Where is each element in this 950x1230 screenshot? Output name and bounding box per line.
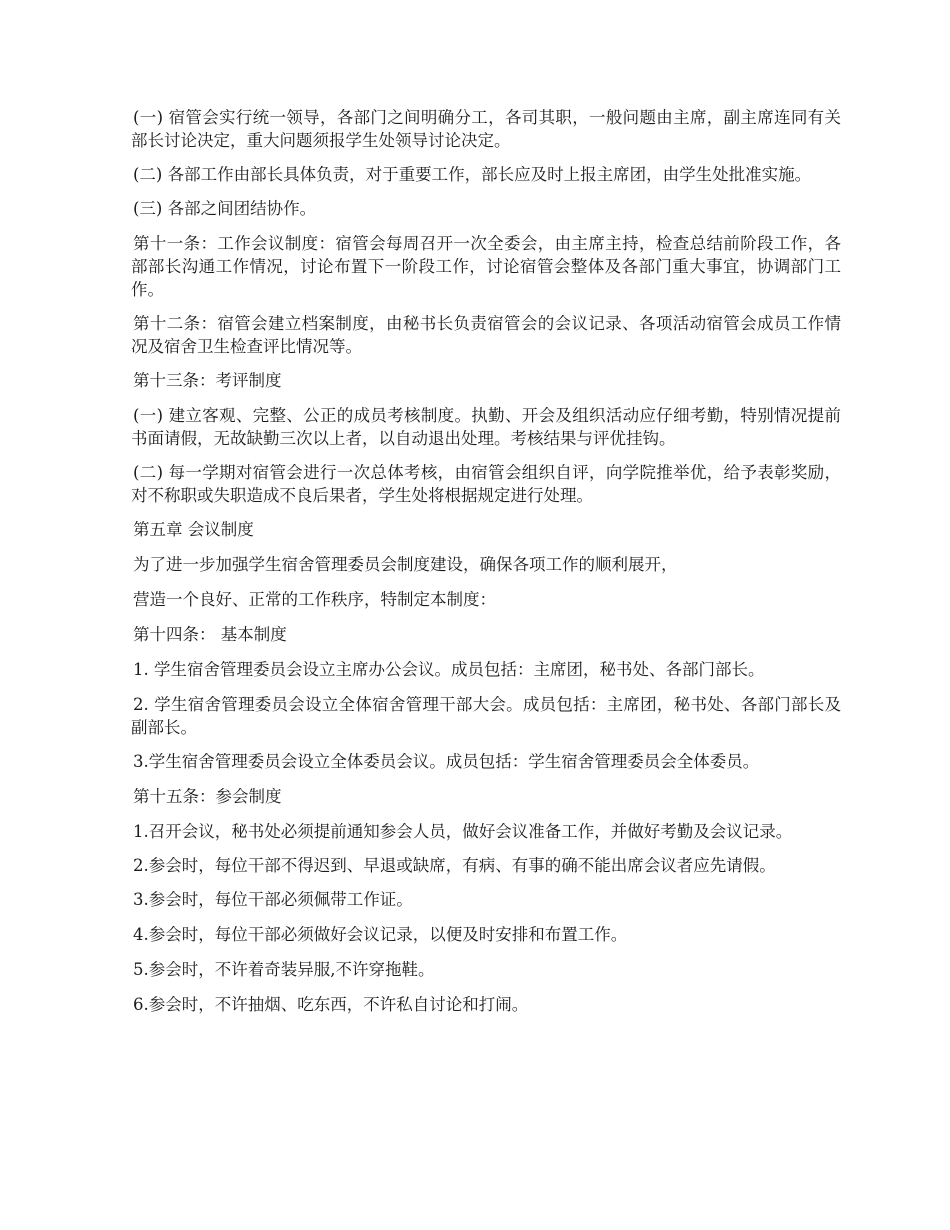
- article-14-heading: 第十四条： 基本制度: [133, 625, 287, 644]
- article-15-item-1: 1.召开会议，秘书处必须提前通知参会人员，做好会议准备工作，并做好考勤及会议记录。: [133, 822, 793, 841]
- article-11: 第十一条：工作会议制度：宿管会每周召开一次全委会，由主席主持，检查总结前阶段工作，各部部长沟通工作情况，讨论布置下一阶段工作，讨论宿管会整体及各部门重大事宜，协调部门工作。: [131, 234, 841, 299]
- article-14-item-2: 2. 学生宿舍管理委员会设立全体宿舍管理干部大会。成员包括：主席团，秘书处、各部门部长及副部长。: [131, 695, 841, 737]
- article-12: 第十二条：宿管会建立档案制度，由秘书长负责宿管会的会议记录、各项活动宿管会成员工作情况及宿舍卫生检查评比情况等。: [131, 314, 841, 356]
- article-15-item-5: 5.参会时，不许着奇装异服,不许穿拖鞋。: [133, 960, 435, 979]
- article-15-item-2: 2.参会时，每位干部不得迟到、早退或缺席，有病、有事的确不能出席会议者应先请假。: [133, 856, 776, 875]
- article-13-heading: 第十三条：考评制度: [133, 371, 282, 390]
- paragraph-3: (三) 各部之间团结协作。: [133, 199, 317, 218]
- article-15-item-3: 3.参会时，每位干部必须佩带工作证。: [133, 890, 413, 909]
- paragraph-1: (一) 宿管会实行统一领导，各部门之间明确分工，各司其职，一般问题由主席，副主席连同有关部长讨论决定，重大问题须报学生处领导讨论决定。: [131, 108, 841, 150]
- article-13-item-1: (一) 建立客观、完整、公正的成员考核制度。执勤、开会及组织活动应仔细考勤，特别情况提前书面请假，无故缺勤三次以上者，以自动退出处理。考核结果与评优挂钩。: [131, 406, 841, 448]
- article-15-item-4: 4.参会时，每位干部必须做好会议记录，以便及时安排和布置工作。: [133, 925, 628, 944]
- paragraph-2: (二) 各部工作由部长具体负责，对于重要工作，部长应及时上报主席团，由学生处批准实施。: [133, 165, 812, 184]
- intro-line-1: 为了进一步加强学生宿舍管理委员会制度建设，确保各项工作的顺利展开，: [133, 555, 678, 574]
- article-15-heading: 第十五条：参会制度: [133, 787, 282, 806]
- article-14-item-1: 1. 学生宿舍管理委员会设立主席办公会议。成员包括：主席团，秘书处、各部门部长。: [133, 660, 765, 679]
- chapter-5-heading: 第五章 会议制度: [133, 520, 254, 539]
- article-13-item-2: (二) 每一学期对宿管会进行一次总体考核，由宿管会组织自评，向学院推举优，给予表彰奖励，对不称职或失职造成不良后果者，学生处将根据规定进行处理。: [131, 463, 841, 505]
- article-14-item-3: 3.学生宿舍管理委员会设立全体委员会议。成员包括：学生宿舍管理委员会全体委员。: [133, 752, 760, 771]
- intro-line-2: 营造一个良好、正常的工作秩序，特制定本制度：: [133, 590, 496, 609]
- article-15-item-6: 6.参会时，不许抽烟、吃东西，不许私自讨论和打闹。: [133, 995, 529, 1014]
- document-body: [131, 106, 841, 1028]
